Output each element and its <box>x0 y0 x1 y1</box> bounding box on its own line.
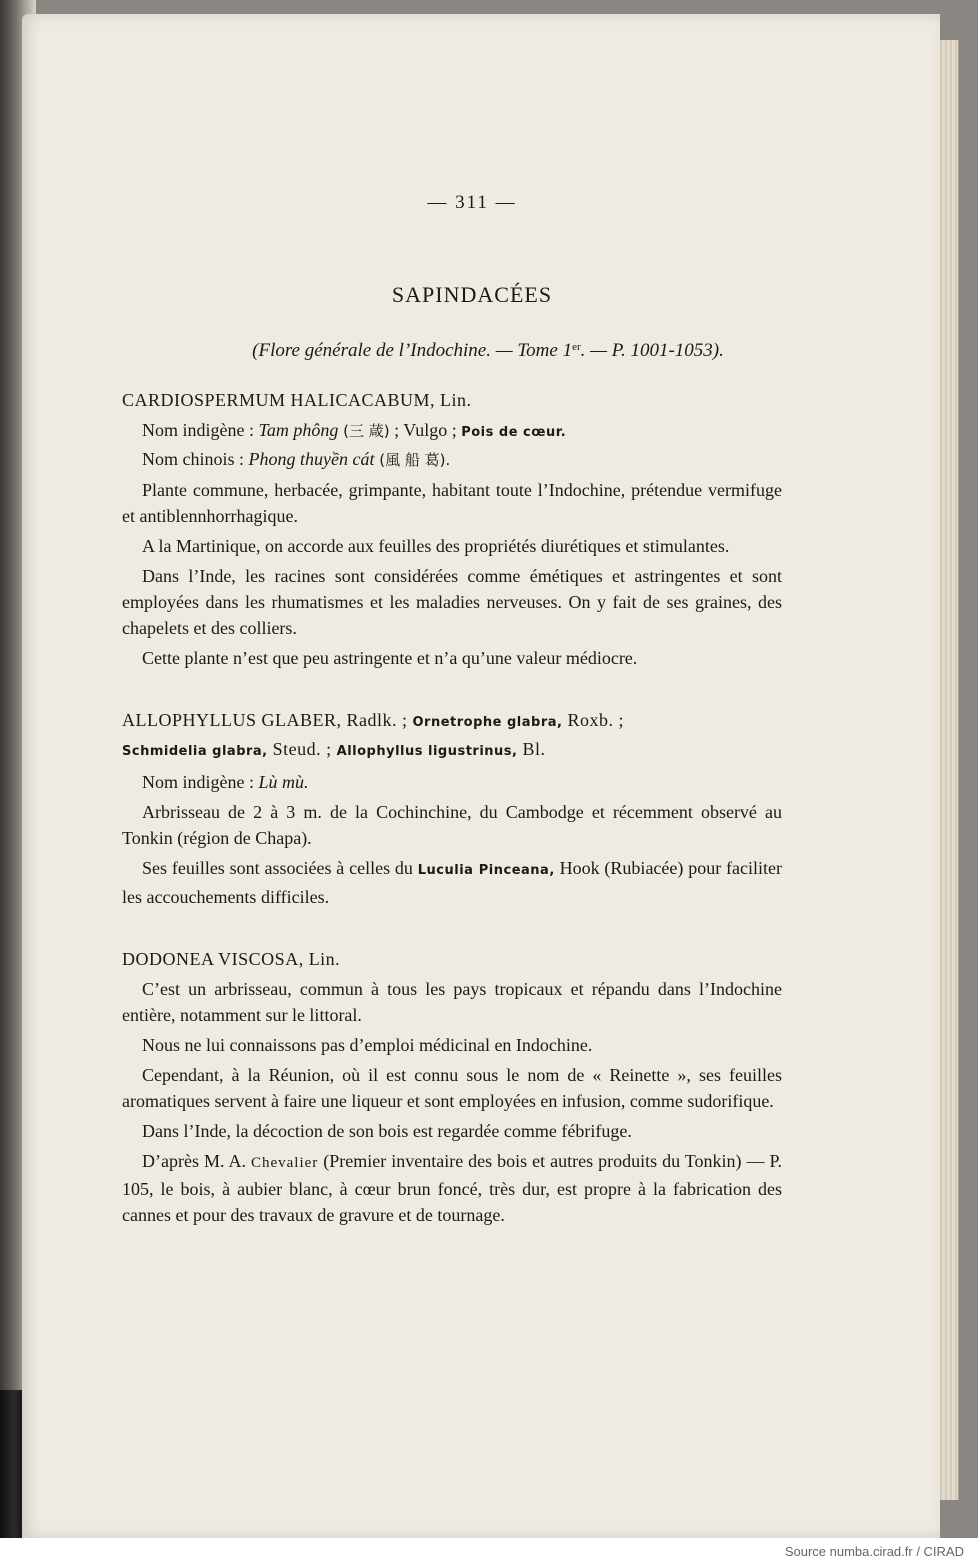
paragraph: Nous ne lui connaissons pas d’emploi médicinal en Indochine. <box>142 1035 593 1055</box>
paragraph: C’est un arbrisseau, commun à tous les pays tropicaux et répandu dans l’Indochine entière, notamment sur le littoral. <box>122 979 782 1025</box>
author-name: Chevalier <box>250 1155 319 1171</box>
reference-pages: . — P. 1001-1053). <box>580 340 724 361</box>
indigenous-name-line <box>122 769 782 795</box>
paragraph: Plante commune, herbacée, grimpante, habitant toute l’Indochine, prétendue vermifuge et antiblennhorrhagique. <box>122 480 782 526</box>
vulgar-name: Pois de cœur. <box>461 425 567 440</box>
vulgo-label: ; Vulgo ; <box>389 420 462 440</box>
species-name-with-synonyms <box>122 707 782 765</box>
paragraph: Dans l’Inde, la décoction de son bois est regardée comme fébrifuge. <box>142 1121 632 1141</box>
paragraph: Arbrisseau de 2 à 3 m. de la Cochinchine, du Cambodge et récemment observé au Tonkin (région de Chapa). <box>122 802 782 848</box>
entry-allophyllus <box>122 707 782 910</box>
species-name: CARDIOSPERMUM HALICACABUM, Lin. <box>122 390 472 410</box>
paragraph: Cette plante n’est que peu astringente et n’a qu’une valeur médiocre. <box>142 648 638 668</box>
paragraph-text: Ses feuilles sont associées à celles du <box>142 858 418 878</box>
author: Radlk. ; <box>341 710 413 730</box>
label: Nom indigène : <box>142 420 259 440</box>
page-body <box>122 387 782 1254</box>
paragraph: Cependant, à la Réunion, où il est connu sous le nom de « Reinette », ses feuilles aromatiques servent à faire une liqueur et sont employées en infusion, comme sudorifique. <box>122 1065 782 1111</box>
indigenous-name-line <box>122 417 782 446</box>
entry-dodonea <box>122 946 782 1228</box>
author: Roxb. ; <box>562 710 624 730</box>
chinese-name-line <box>122 446 782 473</box>
synonym: Schmidelia glabra, <box>122 744 268 759</box>
label: Nom chinois : <box>142 449 249 469</box>
reference-text: (Flore générale de l’Indochine. — Tome 1 <box>252 340 573 361</box>
bookmark-ribbon <box>0 1390 24 1538</box>
paragraph: A la Martinique, on accorde aux feuilles des propriétés diurétiques et stimulantes. <box>142 536 730 556</box>
family-heading: SAPINDACÉES <box>391 282 553 307</box>
paragraph-text: Hook (Rubiacée) pour faciliter les accouchements difficiles. <box>122 858 782 907</box>
reference-superscript: er <box>572 341 581 353</box>
paragraph: Dans l’Inde, les racines sont considérées comme émétiques et astringentes et sont employées dans les rhumatismes et les maladies nerveuses. On y fait de ses graines, des chapelets et des colliers. <box>122 566 782 638</box>
synonym: Allophyllus ligustrinus, <box>336 744 518 759</box>
chinese-characters: (三 葴) <box>338 422 390 440</box>
species-name: ALLOPHYLLUS GLABER, <box>122 710 342 730</box>
flora-reference <box>168 340 808 362</box>
label: Nom indigène : <box>142 772 259 792</box>
paragraph-text: D’après M. A. <box>142 1151 251 1171</box>
paragraph <box>122 1148 782 1228</box>
source-credit: Source numba.cirad.fr / CIRAD <box>784 1544 964 1559</box>
paragraph <box>122 855 782 910</box>
species-reference: Luculia Pinceana, <box>417 863 555 878</box>
entry-cardiospermum <box>122 387 782 671</box>
indigenous-name: Lù mù. <box>258 772 309 792</box>
species-name: DODONEA VISCOSA, Lin. <box>122 949 341 969</box>
page-number: — 311 — <box>427 192 517 213</box>
paragraph-text: (Premier inventaire des bois et autres produits du Tonkin) — P. 105, le bois, à aubier blanc, à cœur brun foncé, très dur, est propre à la fabrication des cannes et pour des travaux de gravure et de tournage. <box>122 1151 782 1225</box>
author: Bl. <box>517 739 546 759</box>
chinese-characters: (風 船 葛). <box>374 451 451 469</box>
chinese-name: Phong thuyền cát <box>248 449 375 469</box>
author: Steud. ; <box>267 739 337 759</box>
indigenous-name: Tam phông <box>258 420 339 440</box>
synonym: Ornetrophe glabra, <box>412 715 563 730</box>
book-page <box>22 14 940 1538</box>
